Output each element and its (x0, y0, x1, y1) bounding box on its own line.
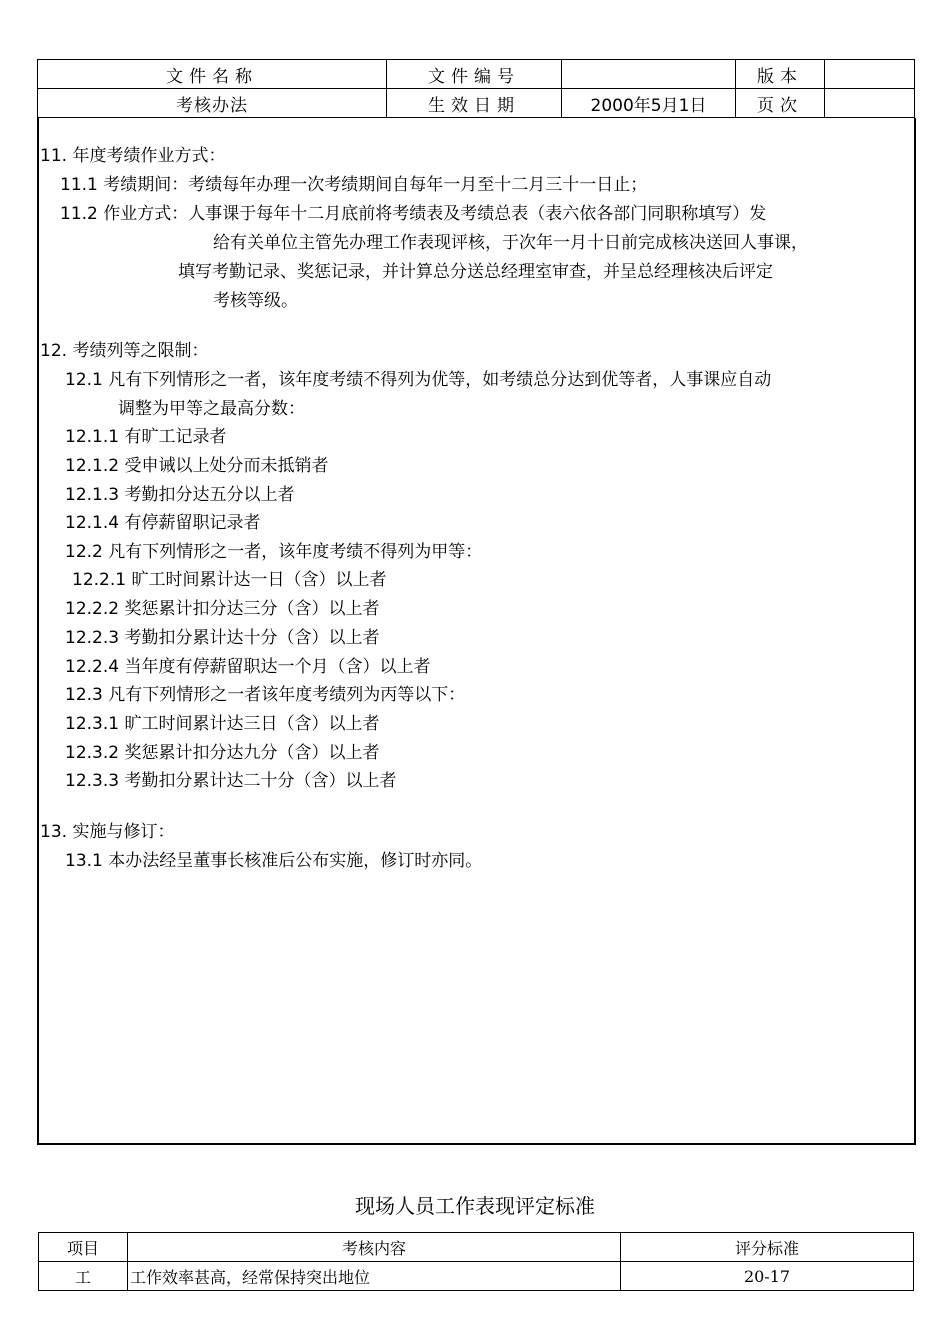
item-12-1-3: 12.1.3 考勤扣分达五分以上者 (65, 485, 295, 505)
col-item-header: 项目 (39, 1233, 128, 1262)
section-12-heading: 12. 考绩列等之限制： (40, 341, 209, 361)
file-number-value (562, 60, 736, 89)
item-13-1: 13.1 本办法经呈董事长核准后公布实施，修订时亦同。 (65, 851, 483, 871)
standard-title: 现场人员工作表现评定标准 (355, 1194, 595, 1218)
item-11-2-line-4: 考核等级。 (213, 291, 298, 311)
item-11-1: 11.1 考绩期间：考绩每年办理一次考绩期间自每年一月至十二月三十一日止； (60, 175, 648, 195)
page-label: 页次 (736, 89, 825, 118)
file-name-label: 文件名称 (38, 60, 387, 89)
row-content: 工作效率甚高，经常保持突出地位 (128, 1262, 621, 1291)
item-12-3: 12.3 凡有下列情形之一者该年度考绩列为丙等以下： (65, 685, 466, 705)
row-score: 20-17 (621, 1262, 914, 1291)
table-row (39, 1262, 914, 1291)
version-label: 版本 (736, 60, 825, 89)
effective-date-label: 生效日期 (387, 89, 562, 118)
file-name-value: 考核办法 (38, 89, 387, 118)
header-row-1 (38, 60, 915, 89)
item-12-3-3: 12.3.3 考勤扣分累计达二十分（含）以上者 (65, 771, 397, 791)
item-11-2-line-1: 11.2 作业方式：人事课于每年十二月底前将考绩表及考绩总表（表六依各部门同职称填写）发 (60, 204, 767, 224)
item-12-1-line-2: 调整为甲等之最高分数： (118, 399, 305, 419)
section-11-heading: 11. 年度考绩作业方式： (40, 146, 226, 166)
item-11-2-line-2: 给有关单位主管先办理工作表现评核，于次年一月十日前完成核决送回人事课， (213, 233, 808, 253)
effective-date-value: 2000年5月1日 (562, 89, 736, 118)
item-12-1-1: 12.1.1 有旷工记录者 (65, 427, 227, 447)
item-12-1-line-1: 12.1 凡有下列情形之一者，该年度考绩不得列为优等，如考绩总分达到优等者，人事课应自动 (65, 370, 772, 390)
row-item: 工 (39, 1262, 128, 1291)
item-12-2-3: 12.2.3 考勤扣分累计达十分（含）以上者 (65, 628, 380, 648)
item-12-1-2: 12.1.2 受申诫以上处分而未抵销者 (65, 456, 329, 476)
item-11-2-line-3: 填写考勤记录、奖惩记录，并计算总分送总经理室审查，并呈总经理核决后评定 (178, 262, 773, 282)
col-score-header: 评分标准 (621, 1233, 914, 1262)
item-12-2-1: 12.2.1 旷工时间累计达一日（含）以上者 (72, 570, 387, 590)
col-content-header: 考核内容 (128, 1233, 621, 1262)
document-header-table (37, 59, 915, 118)
item-12-2-4: 12.2.4 当年度有停薪留职达一个月（含）以上者 (65, 657, 431, 677)
item-12-2-2: 12.2.2 奖惩累计扣分达三分（含）以上者 (65, 599, 380, 619)
item-12-3-2: 12.3.2 奖惩累计扣分达九分（含）以上者 (65, 743, 380, 763)
item-12-3-1: 12.3.1 旷工时间累计达三日（含）以上者 (65, 714, 380, 734)
section-13-heading: 13. 实施与修订： (40, 822, 175, 842)
evaluation-standard-table (38, 1232, 914, 1291)
item-12-1-4: 12.1.4 有停薪留职记录者 (65, 513, 261, 533)
page-value (825, 89, 915, 118)
item-12-2: 12.2 凡有下列情形之一者，该年度考绩不得列为甲等： (65, 542, 483, 562)
version-value (825, 60, 915, 89)
standard-header-row (39, 1233, 914, 1262)
file-number-label: 文件编号 (387, 60, 562, 89)
header-row-2 (38, 89, 915, 118)
